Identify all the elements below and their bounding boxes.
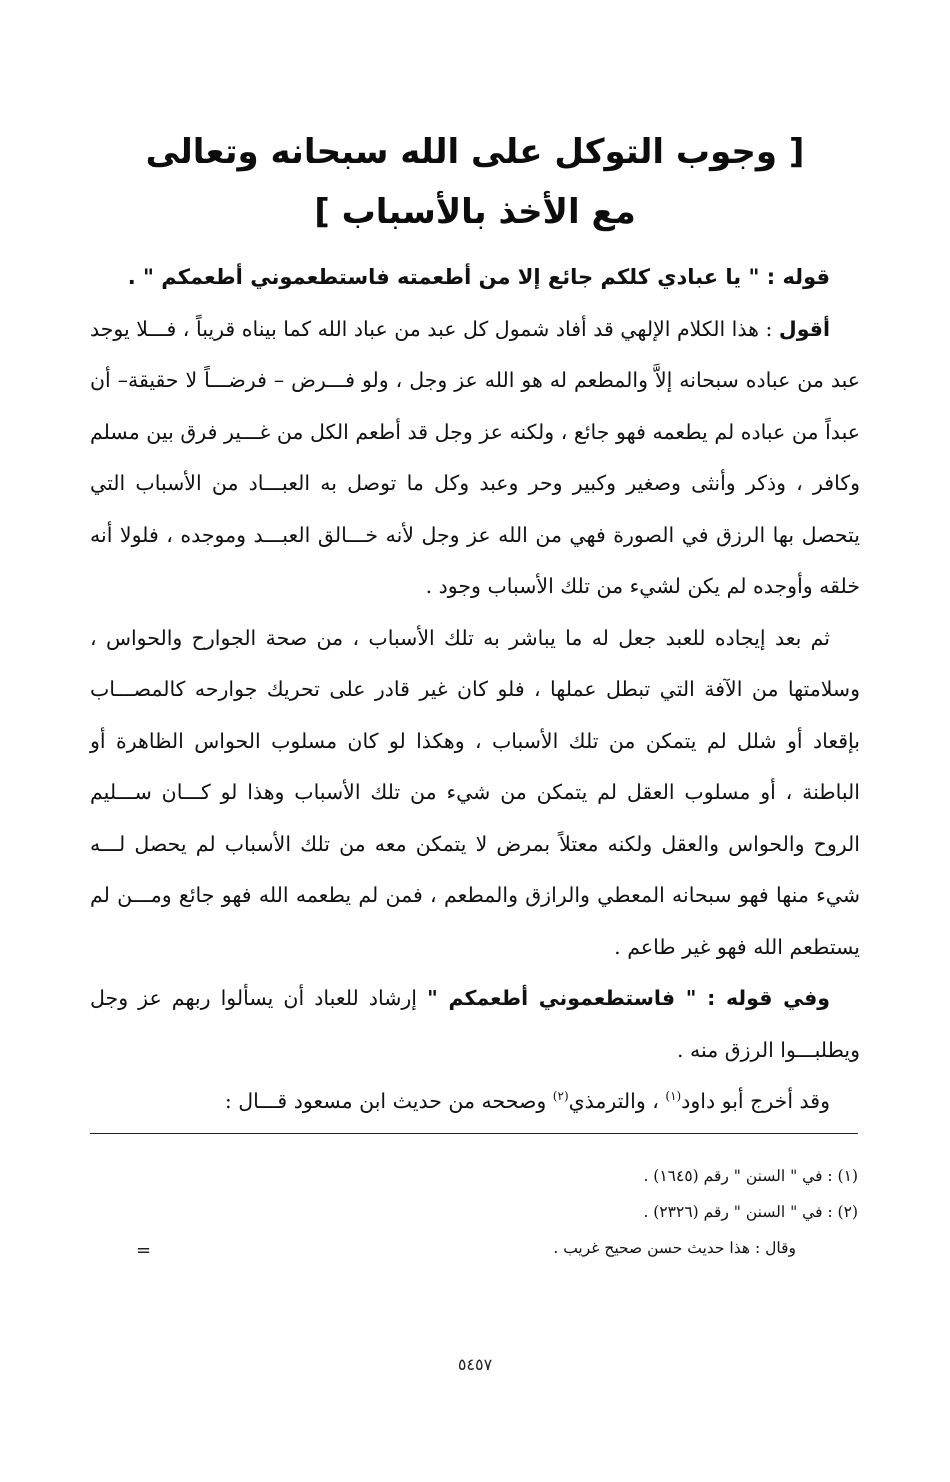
chapter-title-line-2: مع الأخذ بالأسباب ] bbox=[314, 192, 636, 232]
footnote-2: (٢) : في " السنن " رقم (٢٣٢٦) . bbox=[643, 1203, 858, 1221]
paragraph-4-part-c: وصححه من حديث ابن مسعود قـــال : bbox=[224, 1089, 553, 1113]
paragraph-1-text: : هذا الكلام الإلهي قد أفاد شمول كل عبد من عباد الله كما بيناه قريباً ، فـــلا يوجد عبد من عباده سبحانه إلاَّ والمطعم له هو الله عز وجل ، ولو فـــرض – فرضـــاً لا حقيقة– أن عبداً من عباده لم يطعمه فهو جائع ، ولكنه عز وجل قد أطعم الكل من غـــير فرق بين مسلم وكافر ، وذكر وأنثى وصغير وكبير وحر وعبد وكل ما توصل به العبـــاد من الأسباب التي يتحصل بها الرزق في الصورة فهي من الله عز وجل لأنه خـــالق العبـــد وموجده ، فلولا أنه خلقه وأوجده لم يكن لشيء من تلك الأسباب وجود . bbox=[90, 316, 860, 598]
page-number: ٥٤٥٧ bbox=[457, 1355, 493, 1374]
footnote-divider bbox=[90, 1133, 858, 1134]
paragraph-4 bbox=[90, 1076, 860, 1128]
paragraph-3 bbox=[90, 973, 860, 1076]
chapter-title-line-1: [ وجوب التوكل على الله سبحانه وتعالى bbox=[145, 132, 805, 172]
footnote-ref-2: (٢) bbox=[552, 1089, 569, 1104]
main-text bbox=[90, 252, 860, 1128]
footnote-1: (١) : في " السنن " رقم (١٦٤٥) . bbox=[643, 1167, 858, 1185]
paragraph-4-part-a: وقد أخرج أبو داود bbox=[681, 1089, 830, 1113]
paragraph-1-lead: أقول bbox=[778, 316, 830, 341]
paragraph-1 bbox=[90, 304, 860, 613]
footnotes bbox=[90, 1158, 858, 1266]
paragraph-2: ثم بعد إيجاده للعبد جعل له ما يباشر به تلك الأسباب ، من صحة الجوارح والحواس ، وسلامتها من الآفة التي تبطل عملها ، فلو كان غير قادر على تحريك جوارحه كالمصـــاب بإقعاد أو شلل لم يتمكن من تلك الأسباب ، وهكذا لو كان مسلوب الحواس الظاهرة أو الباطنة ، أو مسلوب العقل لم يتمكن من شيء من تلك الأسباب وهذا لو كـــان ســـليم الروح والحواس والعقل ولكنه معتلاً بمرض لا يتمكن معه من تلك الأسباب لم يحصل لـــه شيء منها فهو سبحانه المعطي والرازق والمطعم ، فمن لم يطعمه الله فهو جائع ومـــن لم يستطعم الله فهو غير طاعم . bbox=[90, 625, 860, 959]
paragraph-4-part-b: ، والترمذي bbox=[568, 1089, 666, 1113]
continuation-mark: = bbox=[136, 1240, 152, 1261]
footnote-ref-1: (١) bbox=[665, 1089, 682, 1104]
hadith-quote-heading: قوله : " يا عبادي كلكم جائع إلا من أطعمته فاستطعموني أطعمكم " . bbox=[127, 265, 830, 289]
paragraph-3-text: إرشاد للعباد أن يسألوا ربهم عز وجل ويطلبـــوا الرزق منه . bbox=[90, 986, 860, 1062]
footnote-2-continuation: وقال : هذا حديث حسن صحيح غريب . bbox=[553, 1239, 796, 1257]
paragraph-3-lead: وفي قوله : " فاستطعموني أطعمكم " bbox=[427, 986, 831, 1010]
